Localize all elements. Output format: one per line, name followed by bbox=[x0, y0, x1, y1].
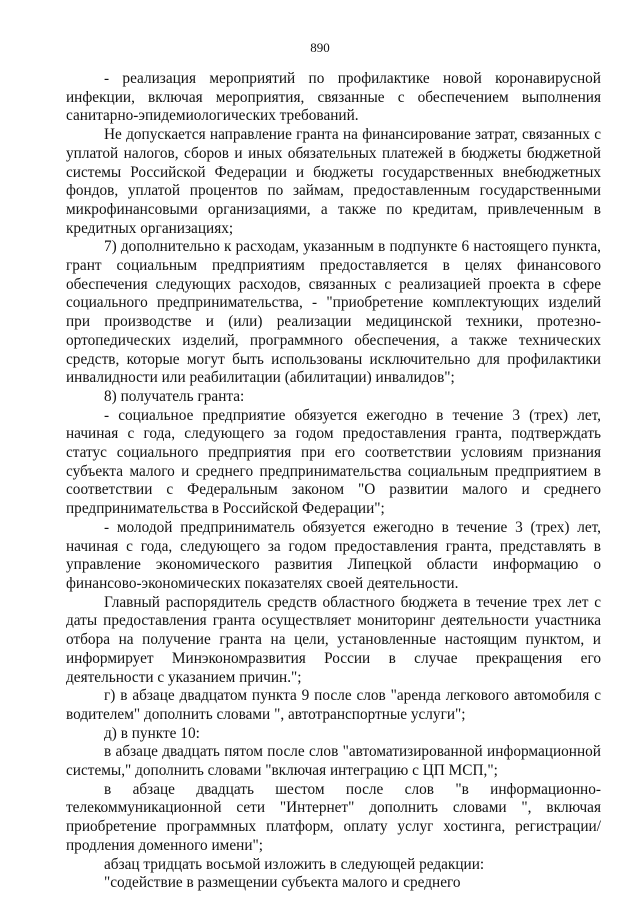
paragraph: в абзаце двадцать пятом после слов "автоматизированной информационной системы," дополнить словами "включая интеграцию с ЦП МСП,"; bbox=[66, 743, 601, 780]
document-body bbox=[66, 70, 601, 893]
paragraph: 8) получатель гранта: bbox=[104, 387, 245, 405]
paragraph: в абзаце двадцать шестом после слов "в информационно-телекоммуникационной сети "Интернет" дополнить словами ", включая приобретение программных платформ, оплату услуг хостинга, регистрации/продления доменного имени"; bbox=[66, 780, 601, 854]
paragraph: г) в абзаце двадцатом пункта 9 после слов "аренда легкового автомобиля с водителем" дополнить словами ", автотранспортные услуги"; bbox=[66, 687, 601, 723]
paragraph: - молодой предприниматель обязуется ежегодно в течение 3 (трех) лет, начиная с года, следующего за годом предоставления гранта, представлять в управление экономического развития Липецкой области информацию о финансово-экономических показателях своей деятельности. bbox=[66, 518, 601, 592]
paragraph: абзац тридцать восьмой изложить в следующей редакции: bbox=[104, 855, 485, 873]
paragraph: - реализация мероприятий по профилактике новой коронавирусной инфекции, включая мероприятия, связанные с обеспечением выполнения санитарно-эпидемиологических требований. bbox=[66, 70, 601, 125]
paragraph: "содействие в размещении субъекта малого и среднего bbox=[104, 874, 461, 892]
paragraph: Не допускается направление гранта на финансирование затрат, связанных с уплатой налогов, сборов и иных обязательных платежей в бюджеты бюджетной системы Российской Федерации и бюджеты государственных внебюджетных фондов, уплатой процентов по займам, предоставленным государственными микрофинансовыми организациями, а также по кредитам, привлеченным в кредитных организациях; bbox=[66, 126, 601, 237]
paragraph: 7) дополнительно к расходам, указанным в подпункте 6 настоящего пункта, грант социальным предприятиям предоставляется в целях финансового обеспечения следующих расходов, связанных с реализацией проекта в сфере социального предпринимательства, - "приобретение комплектующих изделий при производстве и (или) реализации медицинской техники, протезно-ортопедических изделий, программного обеспечения, а также технических средств, которые могут быть использованы исключительно для профилактики инвалидности или реабилитации (абилитации) инвалидов"; bbox=[66, 238, 601, 387]
paragraph: д) в пункте 10: bbox=[104, 724, 200, 742]
paragraph: Главный распорядитель средств областного бюджета в течение трех лет с даты предоставления гранта осуществляет мониторинг деятельности участника отбора на получение гранта на цели, установленные настоящим пунктом, и информирует Минэкономразвития России в случае прекращения его деятельности с указанием причин."; bbox=[66, 593, 601, 686]
paragraph: - социальное предприятие обязуется ежегодно в течение 3 (трех) лет, начиная с года, следующего за годом предоставления гранта, подтверждать статус социального предприятия при его соответствии условиям признания субъекта малого и среднего предпринимательства социальным предприятием в соответствии с Федеральным законом "О развитии малого и среднего предпринимательства в Российской Федерации"; bbox=[66, 406, 601, 518]
page-number: 890 bbox=[310, 40, 330, 55]
